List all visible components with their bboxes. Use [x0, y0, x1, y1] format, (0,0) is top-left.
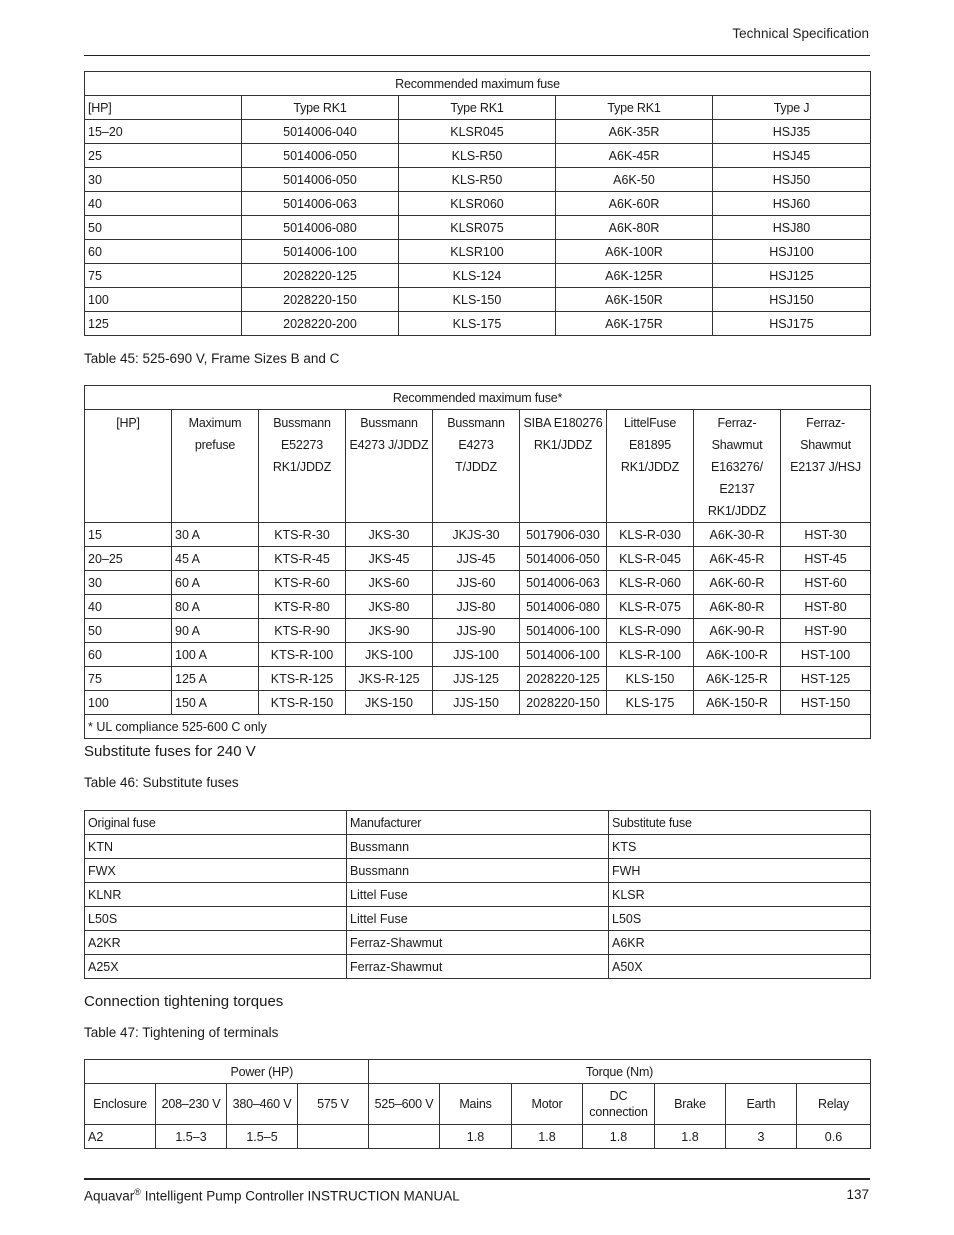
- table-row: [85, 667, 871, 691]
- table-row: [85, 240, 871, 264]
- column-header-line: E4273 T/JDDZ: [455, 438, 497, 474]
- table-cell: [369, 1125, 440, 1149]
- table-cell: KLS-175: [607, 691, 694, 715]
- table-title: Recommended maximum fuse*: [85, 386, 871, 410]
- column-header-line: RK1/JDDZ: [533, 438, 593, 452]
- table-cell: A6K-175R: [556, 312, 713, 336]
- column-header: 575 V: [298, 1084, 369, 1125]
- table-cell: FWX: [85, 859, 347, 883]
- column-header: [433, 410, 520, 523]
- header-rule: [84, 55, 870, 56]
- table-cell: KTS-R-90: [259, 619, 346, 643]
- footer-rule: [84, 1178, 870, 1180]
- table-cell: 15–20: [85, 120, 242, 144]
- column-header-line: RK1/JDDZ: [620, 460, 680, 474]
- table-cell: A6K-90-R: [694, 619, 781, 643]
- table-cell: 5014006-040: [242, 120, 399, 144]
- table-cell: 100: [85, 691, 172, 715]
- table-cell: 5014006-063: [242, 192, 399, 216]
- table-cell: 25: [85, 144, 242, 168]
- table-cell: A6K-150-R: [694, 691, 781, 715]
- table-cell: KLS-150: [607, 667, 694, 691]
- table-cell: JKS-30: [346, 523, 433, 547]
- table-cell: A6K-45-R: [694, 547, 781, 571]
- table-cell: 5014006-080: [242, 216, 399, 240]
- substitute-fuses-table: [84, 810, 871, 979]
- table-cell: 75: [85, 667, 172, 691]
- table-row: [85, 619, 871, 643]
- column-header: 525–600 V: [369, 1084, 440, 1125]
- table-cell: A2: [85, 1125, 156, 1149]
- table-cell: KTS-R-100: [259, 643, 346, 667]
- page-number: 137: [846, 1187, 869, 1202]
- table-row: [85, 144, 871, 168]
- table-cell: A25X: [85, 955, 347, 979]
- table-cell: A6KR: [609, 931, 871, 955]
- table-row: [85, 931, 871, 955]
- column-header: Type J: [713, 96, 871, 120]
- column-header: [HP]: [85, 96, 242, 120]
- table-cell: JKS-45: [346, 547, 433, 571]
- table-cell: A6K-125R: [556, 264, 713, 288]
- column-header: Motor: [512, 1084, 583, 1125]
- table-cell: 60: [85, 643, 172, 667]
- table-cell: Littel Fuse: [347, 883, 609, 907]
- column-header: [259, 410, 346, 523]
- table-cell: 60 A: [172, 571, 259, 595]
- table-cell: 0.6: [797, 1125, 871, 1149]
- table-cell: A6K-80-R: [694, 595, 781, 619]
- table-cell: 1.5–5: [227, 1125, 298, 1149]
- column-header-line: SIBA E180276: [523, 416, 603, 430]
- column-header: 380–460 V: [227, 1084, 298, 1125]
- table-cell: KLS-175: [399, 312, 556, 336]
- table-cell: A6K-80R: [556, 216, 713, 240]
- table-cell: KLS-124: [399, 264, 556, 288]
- column-header: [172, 410, 259, 523]
- table-cell: 50: [85, 216, 242, 240]
- column-header: Earth: [726, 1084, 797, 1125]
- table-cell: A6K-125-R: [694, 667, 781, 691]
- table-row: [85, 312, 871, 336]
- column-header-line: Bussmann: [273, 416, 331, 430]
- manual-title: Intelligent Pump Controller INSTRUCTION MANUAL: [140, 1188, 460, 1204]
- table-cell: KLS-R-030: [607, 523, 694, 547]
- fuse-table-rk1: [84, 71, 871, 336]
- table-row: [85, 1125, 871, 1149]
- column-header: Enclosure: [85, 1084, 156, 1125]
- column-header-line: E81895: [629, 438, 671, 452]
- table-cell: JJS-90: [433, 619, 520, 643]
- table-cell: KTS-R-45: [259, 547, 346, 571]
- table-cell: 30: [85, 168, 242, 192]
- table-row: [85, 120, 871, 144]
- table-row: [85, 955, 871, 979]
- table-cell: 5014006-100: [242, 240, 399, 264]
- table-cell: A6K-30-R: [694, 523, 781, 547]
- table-row: [85, 264, 871, 288]
- table-cell: HST-45: [781, 547, 871, 571]
- table-cell: KTS-R-150: [259, 691, 346, 715]
- column-header: Brake: [655, 1084, 726, 1125]
- column-header-line: [HP]: [116, 416, 140, 430]
- table-cell: 30 A: [172, 523, 259, 547]
- footer-manual-title: [84, 1187, 460, 1204]
- table-cell: 45 A: [172, 547, 259, 571]
- table-cell: JKJS-30: [433, 523, 520, 547]
- table-row: [85, 523, 871, 547]
- table-cell: HSJ45: [713, 144, 871, 168]
- table-cell: 100: [85, 288, 242, 312]
- column-header-line: E52273: [281, 438, 323, 452]
- table-row: [85, 883, 871, 907]
- table-cell: 2028220-150: [520, 691, 607, 715]
- table-cell: 15: [85, 523, 172, 547]
- table-cell: 1.8: [583, 1125, 655, 1149]
- table-cell: 30: [85, 571, 172, 595]
- table-cell: 1.5–3: [156, 1125, 227, 1149]
- table-cell: HSJ125: [713, 264, 871, 288]
- table-cell: 5014006-063: [520, 571, 607, 595]
- table-cell: HST-60: [781, 571, 871, 595]
- table-cell: KTS-R-30: [259, 523, 346, 547]
- table-cell: 40: [85, 192, 242, 216]
- table-row: [85, 571, 871, 595]
- table-caption: Table 45: 525-690 V, Frame Sizes B and C: [84, 351, 340, 366]
- table-cell: JJS-100: [433, 643, 520, 667]
- table-cell: HSJ175: [713, 312, 871, 336]
- column-header-line: Bussmann: [447, 416, 505, 430]
- table-cell: 5014006-080: [520, 595, 607, 619]
- column-header: Type RK1: [242, 96, 399, 120]
- table-cell: 80 A: [172, 595, 259, 619]
- table-cell: HSJ35: [713, 120, 871, 144]
- section-heading: Substitute fuses for 240 V: [84, 743, 256, 760]
- table-cell: A6K-50: [556, 168, 713, 192]
- table-cell: JKS-90: [346, 619, 433, 643]
- group-header-power: Power (HP): [156, 1060, 369, 1084]
- table-cell: A6K-100-R: [694, 643, 781, 667]
- table-cell: JKS-60: [346, 571, 433, 595]
- table-cell: KTN: [85, 835, 347, 859]
- table-cell: 1.8: [512, 1125, 583, 1149]
- column-header: [520, 410, 607, 523]
- table-cell: KTS-R-60: [259, 571, 346, 595]
- column-header-line: Maximum prefuse: [188, 416, 242, 452]
- table-cell: 75: [85, 264, 242, 288]
- table-cell: KLNR: [85, 883, 347, 907]
- table-cell: JKS-150: [346, 691, 433, 715]
- table-cell: 5014006-050: [520, 547, 607, 571]
- table-cell: A6K-150R: [556, 288, 713, 312]
- column-header: Type RK1: [556, 96, 713, 120]
- table-cell: HST-125: [781, 667, 871, 691]
- table-row: [85, 907, 871, 931]
- table-cell: A6K-100R: [556, 240, 713, 264]
- column-header-line: LittelFuse: [623, 416, 677, 430]
- table-cell: 5014006-050: [242, 168, 399, 192]
- section-heading: Connection tightening torques: [84, 993, 284, 1010]
- table-cell: 2028220-125: [520, 667, 607, 691]
- table-cell: JKS-80: [346, 595, 433, 619]
- table-cell: KLS-R-060: [607, 571, 694, 595]
- table-cell: 2028220-125: [242, 264, 399, 288]
- table-cell: KLSR045: [399, 120, 556, 144]
- footnote-row: [85, 715, 871, 739]
- table-row: [85, 547, 871, 571]
- table-cell: KLSR: [609, 883, 871, 907]
- table-cell: 5014006-050: [242, 144, 399, 168]
- table-cell: 1.8: [655, 1125, 726, 1149]
- table-cell: JJS-80: [433, 595, 520, 619]
- table-row: [85, 643, 871, 667]
- column-header: [607, 410, 694, 523]
- column-header-line: Ferraz-Shawmut: [711, 416, 763, 452]
- table-cell: 150 A: [172, 691, 259, 715]
- column-header: Type RK1: [399, 96, 556, 120]
- table-cell: KLSR075: [399, 216, 556, 240]
- table-cell: 5014006-100: [520, 643, 607, 667]
- table-cell: KLS-R-045: [607, 547, 694, 571]
- tightening-table: [84, 1059, 871, 1149]
- column-header-line: E2137 J/HSJ: [790, 460, 861, 474]
- table-row: [85, 595, 871, 619]
- table-caption: Table 46: Substitute fuses: [84, 775, 239, 790]
- table-cell: JJS-150: [433, 691, 520, 715]
- table-cell: A50X: [609, 955, 871, 979]
- table-cell: KLSR100: [399, 240, 556, 264]
- table-row: [85, 691, 871, 715]
- running-header: Technical Specification: [732, 26, 869, 41]
- brand: Aquavar: [84, 1188, 135, 1204]
- table-cell: Littel Fuse: [347, 907, 609, 931]
- table-cell: L50S: [85, 907, 347, 931]
- table-cell: [298, 1125, 369, 1149]
- table-cell: Bussmann: [347, 859, 609, 883]
- table-cell: KTS: [609, 835, 871, 859]
- table-cell: 3: [726, 1125, 797, 1149]
- column-header-line: RK1/JDDZ: [707, 504, 767, 518]
- table-cell: HST-90: [781, 619, 871, 643]
- group-header-torque: Torque (Nm): [369, 1060, 871, 1084]
- column-header-line: RK1/JDDZ: [272, 460, 332, 474]
- table-cell: 100 A: [172, 643, 259, 667]
- column-header: Relay: [797, 1084, 871, 1125]
- table-cell: KLSR060: [399, 192, 556, 216]
- table-cell: 1.8: [440, 1125, 512, 1149]
- table-cell: JJS-125: [433, 667, 520, 691]
- table-cell: JKS-R-125: [346, 667, 433, 691]
- table-cell: FWH: [609, 859, 871, 883]
- column-header: [694, 410, 781, 523]
- table-footnote: * UL compliance 525-600 C only: [85, 715, 871, 739]
- table-cell: HSJ50: [713, 168, 871, 192]
- table-cell: HST-100: [781, 643, 871, 667]
- column-header-line: Bussmann: [360, 416, 418, 430]
- table-cell: Ferraz-Shawmut: [347, 931, 609, 955]
- table-cell: KTS-R-80: [259, 595, 346, 619]
- fuse-table-prefuse: [84, 385, 871, 739]
- column-header-line: E4273 J/JDDZ: [349, 438, 429, 452]
- column-header: DC connection: [583, 1084, 655, 1125]
- table-cell: 20–25: [85, 547, 172, 571]
- table-cell: KLS-150: [399, 288, 556, 312]
- table-cell: 90 A: [172, 619, 259, 643]
- column-header: [85, 410, 172, 523]
- table-row: [85, 216, 871, 240]
- table-cell: 2028220-150: [242, 288, 399, 312]
- table-cell: HSJ150: [713, 288, 871, 312]
- table-cell: JJS-60: [433, 571, 520, 595]
- table-cell: HST-150: [781, 691, 871, 715]
- table-cell: Bussmann: [347, 835, 609, 859]
- table-cell: KLS-R-090: [607, 619, 694, 643]
- table-cell: KLS-R-075: [607, 595, 694, 619]
- table-cell: Ferraz-Shawmut: [347, 955, 609, 979]
- table-cell: KLS-R50: [399, 144, 556, 168]
- column-header: Substitute fuse: [609, 811, 871, 835]
- column-header: Original fuse: [85, 811, 347, 835]
- table-cell: 125 A: [172, 667, 259, 691]
- table-cell: KLS-R-100: [607, 643, 694, 667]
- table-row: [85, 288, 871, 312]
- table-cell: KTS-R-125: [259, 667, 346, 691]
- table-cell: A2KR: [85, 931, 347, 955]
- table-cell: 5017906-030: [520, 523, 607, 547]
- column-header: [781, 410, 871, 523]
- column-header: [346, 410, 433, 523]
- table-cell: A6K-35R: [556, 120, 713, 144]
- column-header: Manufacturer: [347, 811, 609, 835]
- table-title: Recommended maximum fuse: [85, 72, 871, 96]
- table-cell: HSJ80: [713, 216, 871, 240]
- column-header-line: E163276/ E2137: [711, 460, 763, 496]
- table-cell: 2028220-200: [242, 312, 399, 336]
- column-header-line: Ferraz-Shawmut: [800, 416, 851, 452]
- table-cell: HST-80: [781, 595, 871, 619]
- table-cell: 5014006-100: [520, 619, 607, 643]
- table-cell: HST-30: [781, 523, 871, 547]
- table-cell: HSJ60: [713, 192, 871, 216]
- table-cell: KLS-R50: [399, 168, 556, 192]
- column-header: Mains: [440, 1084, 512, 1125]
- table-row: [85, 835, 871, 859]
- table-cell: A6K-45R: [556, 144, 713, 168]
- table-cell: A6K-60-R: [694, 571, 781, 595]
- table-cell: 50: [85, 619, 172, 643]
- table-cell: L50S: [609, 907, 871, 931]
- table-row: [85, 168, 871, 192]
- table-row: [85, 192, 871, 216]
- table-cell: A6K-60R: [556, 192, 713, 216]
- table-row: [85, 859, 871, 883]
- column-header: 208–230 V: [156, 1084, 227, 1125]
- registered-mark: ®: [134, 1187, 141, 1197]
- table-caption: Table 47: Tightening of terminals: [84, 1025, 279, 1040]
- table-cell: 125: [85, 312, 242, 336]
- table-cell: JKS-100: [346, 643, 433, 667]
- table-cell: 40: [85, 595, 172, 619]
- table-cell: HSJ100: [713, 240, 871, 264]
- table-cell: 60: [85, 240, 242, 264]
- table-cell: JJS-45: [433, 547, 520, 571]
